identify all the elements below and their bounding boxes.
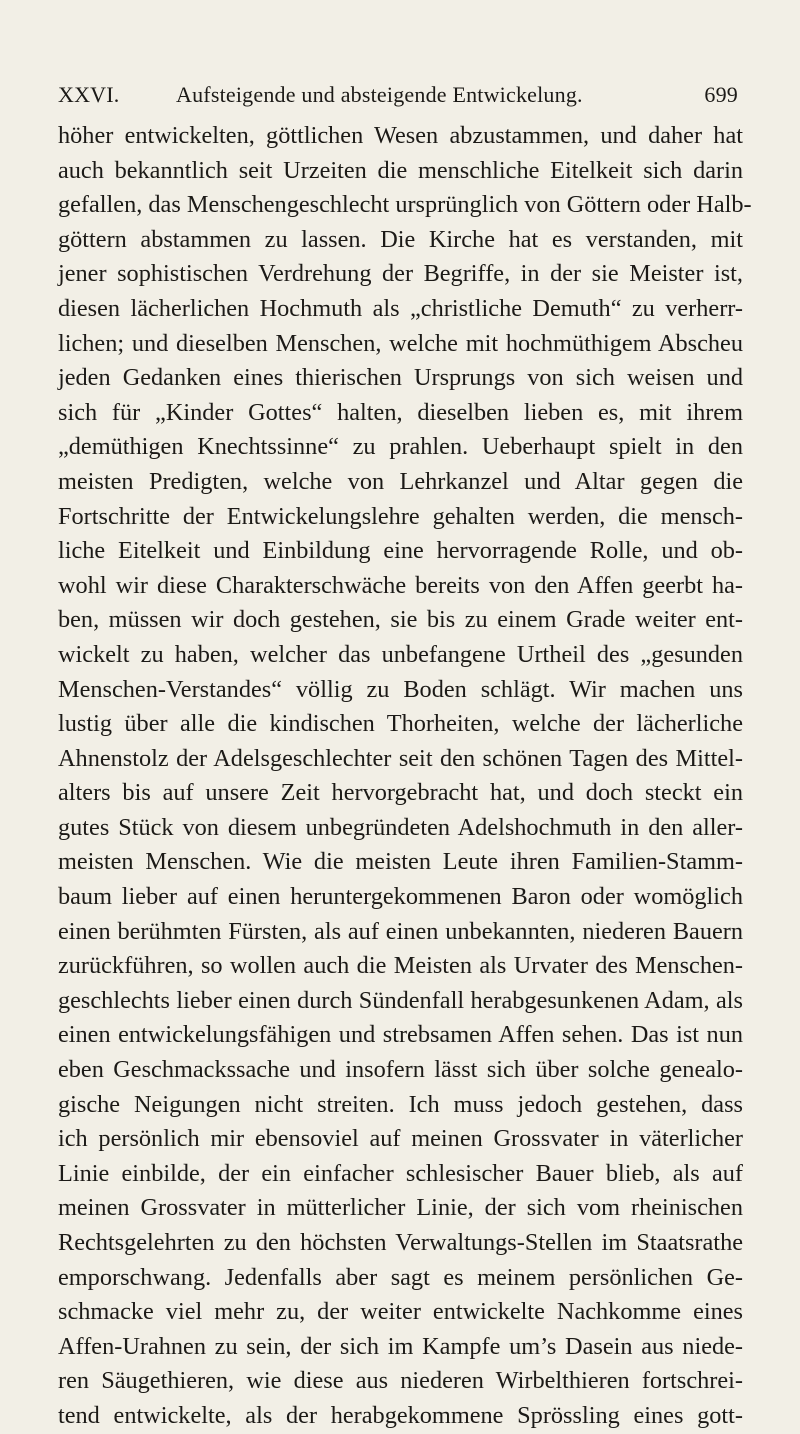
text-line: ren Säugethieren, wie diese aus niederen Wirbelthieren fortschrei- xyxy=(58,1367,743,1395)
text-line: gische Neigungen nicht streiten. Ich muss jedoch gestehen, dass xyxy=(58,1090,743,1118)
running-header xyxy=(58,82,738,112)
text-line: zurückführen, so wollen auch die Meisten als Urvater des Menschen- xyxy=(58,952,743,980)
text-line: wickelt zu haben, welcher das unbefangene Urtheil des „gesunden xyxy=(58,640,743,668)
running-title: Aufsteigende und absteigende Entwickelung. xyxy=(176,82,583,107)
text-line: geschlechts lieber einen durch Sündenfall herabgesunkenen Adam, als xyxy=(58,986,743,1014)
text-line: sich für „Kinder Gottes“ halten, dieselben lieben es, mit ihrem xyxy=(58,398,743,426)
text-line: Menschen-Verstandes“ völlig zu Boden schlägt. Wir machen uns xyxy=(58,675,743,703)
text-line: höher entwickelten, göttlichen Wesen abzustammen, und daher hat xyxy=(58,122,743,149)
text-line: tend entwickelte, als der herabgekommene Sprössling eines gott- xyxy=(58,1401,743,1429)
text-line: einen entwickelungsfähigen und strebsamen Affen sehen. Das ist nun xyxy=(58,1021,743,1049)
text-line: lustig über alle die kindischen Thorheiten, welche der lächerliche xyxy=(58,710,743,738)
text-line: meinen Grossvater in mütterlicher Linie, der sich vom rheinischen xyxy=(58,1194,743,1222)
text-line: Linie einbilde, der ein einfacher schlesischer Bauer blieb, als auf xyxy=(58,1159,743,1187)
text-line: diesen lächerlichen Hochmuth als „christliche Demuth“ zu verherr- xyxy=(58,294,743,322)
text-line: Rechtsgelehrten zu den höchsten Verwaltungs-Stellen im Staatsrathe xyxy=(58,1229,743,1256)
text-line: Affen-Urahnen zu sein, der sich im Kampfe um’s Dasein aus niede- xyxy=(58,1332,743,1360)
text-line: baum lieber auf einen heruntergekommenen Baron oder womöglich xyxy=(58,883,743,911)
text-line: lichen; und dieselben Menschen, welche mit hochmüthigem Abscheu xyxy=(58,329,743,357)
text-line: jener sophistischen Verdrehung der Begriffe, in der sie Meister ist, xyxy=(58,260,743,288)
text-line: auch bekanntlich seit Urzeiten die menschliche Eitelkeit sich darin xyxy=(58,156,743,184)
text-line: gutes Stück von diesem unbegründeten Adelshochmuth in den aller- xyxy=(58,813,743,841)
text-line: meisten Predigten, welche von Lehrkanzel und Altar gegen die xyxy=(58,467,743,495)
text-line: alters bis auf unsere Zeit hervorgebracht hat, und doch steckt ein xyxy=(58,779,743,807)
text-line: meisten Menschen. Wie die meisten Leute ihren Familien-Stamm- xyxy=(58,848,743,876)
text-line: schmacke viel mehr zu, der weiter entwickelte Nachkomme eines xyxy=(58,1298,743,1326)
text-line: eben Geschmackssache und insofern lässt sich über solche genealo- xyxy=(58,1056,743,1084)
text-line: göttern abstammen zu lassen. Die Kirche hat es verstanden, mit xyxy=(58,225,743,253)
text-line: einen berühmten Fürsten, als auf einen unbekannten, niederen Bauern xyxy=(58,917,743,945)
chapter-number: XXVI. xyxy=(58,82,120,107)
text-line: Fortschritte der Entwickelungslehre gehalten werden, die mensch- xyxy=(58,502,743,530)
text-line: „demüthigen Knechtssinne“ zu prahlen. Ueberhaupt spielt in den xyxy=(58,433,743,461)
text-line: Ahnenstolz der Adelsgeschlechter seit den schönen Tagen des Mittel- xyxy=(58,744,743,772)
body-text xyxy=(58,119,752,1434)
text-line: emporschwang. Jedenfalls aber sagt es meinem persönlichen Ge- xyxy=(58,1263,743,1291)
text-line: gefallen, das Menschengeschlecht ursprünglich von Göttern oder Halb- xyxy=(58,191,752,219)
text-line: liche Eitelkeit und Einbildung eine hervorragende Rolle, und ob- xyxy=(58,537,743,565)
text-line: wohl wir diese Charakterschwäche bereits von den Affen geerbt ha- xyxy=(58,571,743,599)
text-line: jeden Gedanken eines thierischen Ursprungs von sich weisen und xyxy=(58,364,743,392)
text-line: ich persönlich mir ebensoviel auf meinen Grossvater in väterlicher xyxy=(58,1125,743,1153)
text-line: ben, müssen wir doch gestehen, sie bis zu einem Grade weiter ent- xyxy=(58,606,743,634)
page-number: 699 xyxy=(704,82,738,107)
